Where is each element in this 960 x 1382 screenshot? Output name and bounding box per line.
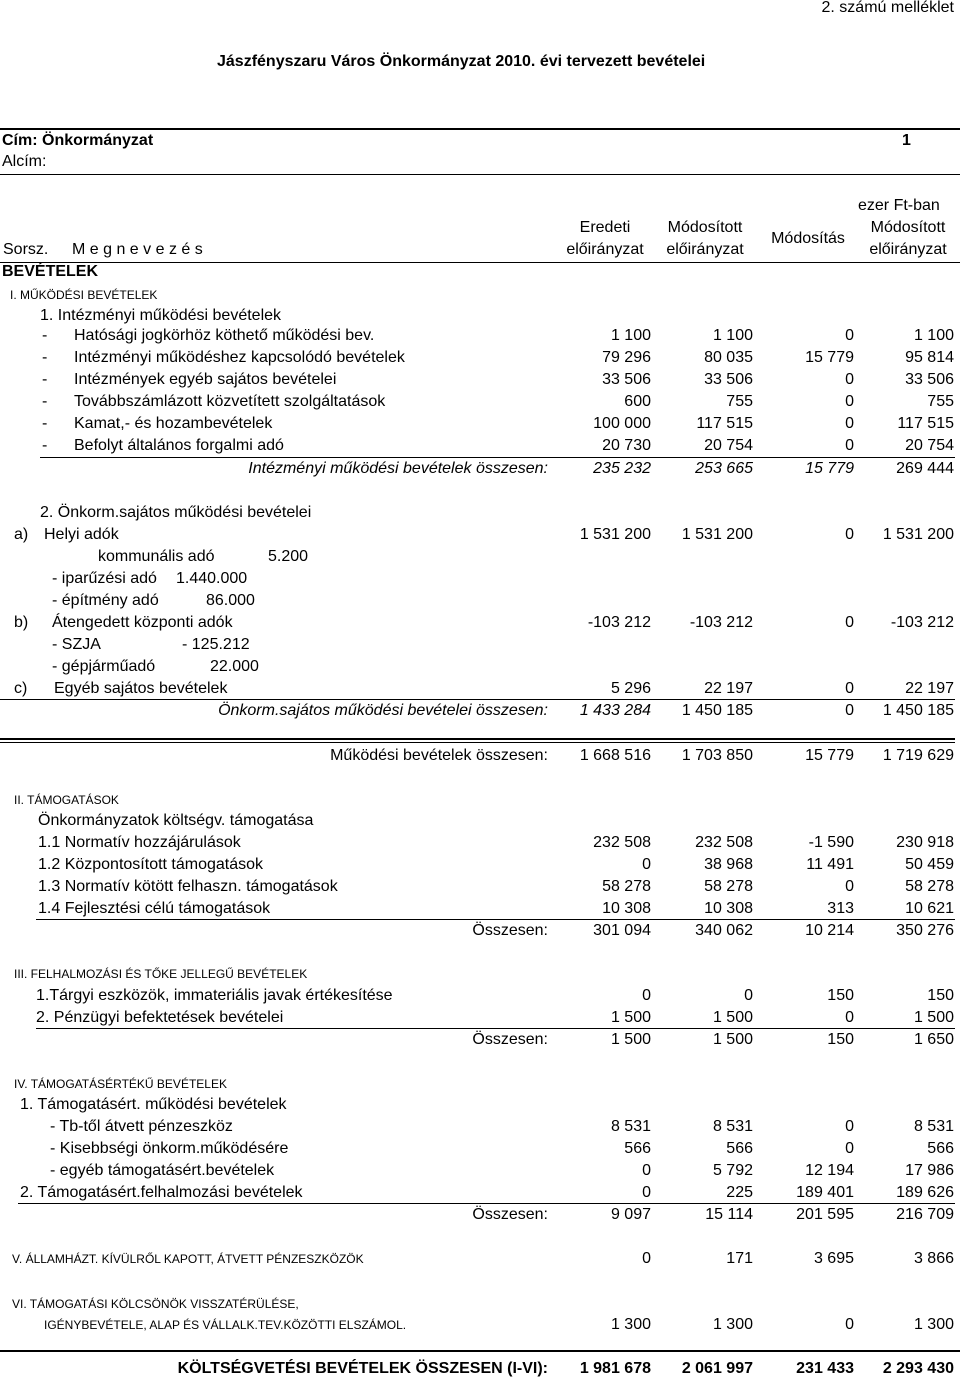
table-row xyxy=(0,854,960,876)
cell-modositott: 1 300 xyxy=(712,1316,753,1333)
cell-mod2: 3 866 xyxy=(913,1250,954,1267)
subtotal-row xyxy=(0,458,960,480)
table-row xyxy=(0,1116,960,1138)
section-2: II. TÁMOGATÁSOK xyxy=(14,793,119,807)
col-sorsz: Sorsz. xyxy=(3,241,49,258)
cell-modositas: 0 xyxy=(845,878,854,895)
section-1-2: 2. Önkorm.sajátos működési bevételei xyxy=(40,504,312,521)
row-dash: - xyxy=(42,371,48,388)
detail-row xyxy=(0,546,960,568)
row-label: V. ÁLLAMHÁZT. KÍVÜLRŐL KAPOTT, ÁTVETT PÉNZESZKÖZÖK xyxy=(12,1252,364,1266)
row-label: Befolyt általános forgalmi adó xyxy=(74,437,284,454)
row-label: - építmény adó xyxy=(52,592,159,609)
cell-modositott: 1 703 850 xyxy=(681,747,753,764)
cell-mod2: 50 459 xyxy=(905,856,954,873)
cell-modositott: 33 506 xyxy=(704,371,753,388)
row-value: - 125.212 xyxy=(182,636,250,653)
cell-eredeti: 1 500 xyxy=(610,1009,651,1026)
cell-modositott: 253 665 xyxy=(695,460,753,477)
table-row xyxy=(0,612,960,634)
cell-eredeti: 0 xyxy=(642,1162,651,1179)
table-row xyxy=(0,985,960,1007)
cell-modositott: 1 500 xyxy=(712,1031,753,1048)
row-letter: c) xyxy=(14,680,28,697)
cell-modositas: 15 779 xyxy=(805,460,854,477)
col-megnevezes: M e g n e v e z é s xyxy=(72,241,203,258)
cell-modositas: 15 779 xyxy=(805,747,854,764)
cell-mod2: 33 506 xyxy=(905,371,954,388)
cell-eredeti: 5 296 xyxy=(610,680,651,697)
cell-modositott: 755 xyxy=(726,393,753,410)
cell-eredeti: -103 212 xyxy=(587,614,651,631)
col-eredeti-1: Eredeti xyxy=(579,219,631,236)
unit-label: ezer Ft-ban xyxy=(858,197,940,214)
row-label: - gépjárműadó xyxy=(52,658,156,675)
detail-row xyxy=(0,568,960,590)
table-row xyxy=(0,347,960,369)
row-label: Összesen: xyxy=(472,1206,548,1223)
cell-eredeti: 10 308 xyxy=(602,900,651,917)
cell-mod2: -103 212 xyxy=(890,614,954,631)
table-row xyxy=(0,678,960,700)
cell-mod2: 20 754 xyxy=(905,437,954,454)
col-eredeti-2: előirányzat xyxy=(566,241,644,258)
section-2-sub: Önkormányzatok költségv. támogatása xyxy=(38,812,314,829)
row-value: 1.440.000 xyxy=(176,570,248,587)
cell-modositas: 313 xyxy=(827,900,854,917)
cell-modositas: 0 xyxy=(845,1118,854,1135)
table-row xyxy=(0,325,960,347)
cell-mod2: 22 197 xyxy=(905,680,954,697)
cell-modositott: 38 968 xyxy=(704,856,753,873)
row-label: Továbbszámlázott közvetített szolgáltatások xyxy=(74,393,386,410)
section-1: I. MŰKÖDÉSI BEVÉTELEK xyxy=(10,288,158,302)
cell-eredeti: 600 xyxy=(624,393,651,410)
cell-mod2: 230 918 xyxy=(896,834,954,851)
cell-eredeti: 301 094 xyxy=(593,922,651,939)
row-label: Helyi adók xyxy=(44,526,119,543)
table-row xyxy=(0,1314,960,1336)
cell-modositott: 2 061 997 xyxy=(681,1360,753,1377)
cell-modositott: 566 xyxy=(726,1140,753,1157)
cim-label: Cím: Önkormányzat xyxy=(2,132,154,149)
cell-eredeti: 0 xyxy=(642,1250,651,1267)
row-label: Működési bevételek összesen: xyxy=(330,747,548,764)
cell-mod2: 216 709 xyxy=(896,1206,954,1223)
cell-eredeti: 235 232 xyxy=(593,460,651,477)
cell-eredeti: 232 508 xyxy=(593,834,651,851)
cell-modositott: 232 508 xyxy=(695,834,753,851)
row-value: 5.200 xyxy=(268,548,309,565)
cell-eredeti: 1 100 xyxy=(610,327,651,344)
cell-eredeti: 0 xyxy=(642,987,651,1004)
table-row xyxy=(0,524,960,546)
row-label: Intézményi működési bevételek összesen: xyxy=(248,460,548,477)
cell-modositott: 22 197 xyxy=(704,680,753,697)
subtotal-row xyxy=(0,1029,960,1051)
cell-modositott: 1 450 185 xyxy=(681,702,753,719)
cell-mod2: 150 xyxy=(927,987,954,1004)
section-4-1: 1. Támogatásért. működési bevételek xyxy=(20,1096,287,1113)
table-row xyxy=(0,1182,960,1204)
cell-modositas: 0 xyxy=(845,702,854,719)
table-row xyxy=(0,1248,960,1270)
cell-modositott: 340 062 xyxy=(695,922,753,939)
subtotal-row xyxy=(0,700,960,722)
cell-modositas: -1 590 xyxy=(808,834,854,851)
annex-label: 2. számú melléklet xyxy=(821,0,954,16)
cell-modositott: 5 792 xyxy=(712,1162,753,1179)
col-modositott-1: Módosított xyxy=(667,219,743,236)
cell-modositas: 0 xyxy=(845,371,854,388)
cell-modositas: 231 433 xyxy=(796,1360,854,1377)
section-6: VI. TÁMOGATÁSI KÖLCSÖNÖK VISSZATÉRÜLÉSE, xyxy=(12,1297,299,1311)
row-label: Intézmények egyéb sajátos bevételei xyxy=(74,371,337,388)
cell-modositott: 58 278 xyxy=(704,878,753,895)
cell-mod2: 8 531 xyxy=(913,1118,954,1135)
cell-mod2: 1 300 xyxy=(913,1316,954,1333)
cell-eredeti: 79 296 xyxy=(602,349,651,366)
cell-mod2: 1 100 xyxy=(913,327,954,344)
cell-eredeti: 1 668 516 xyxy=(579,747,651,764)
cell-modositas: 189 401 xyxy=(796,1184,854,1201)
row-value: 86.000 xyxy=(206,592,255,609)
cell-modositas: 150 xyxy=(827,987,854,1004)
cell-modositas: 11 491 xyxy=(806,856,854,873)
col-modositott-2: előirányzat xyxy=(666,241,744,258)
page-title: Jászfényszaru Város Önkormányzat 2010. évi tervezett bevételei xyxy=(217,53,706,70)
table-row xyxy=(0,369,960,391)
cell-modositott: 0 xyxy=(744,987,753,1004)
cell-mod2: 1 719 629 xyxy=(882,747,954,764)
alcim-label: Alcím: xyxy=(2,153,47,170)
row-label: Intézményi működéshez kapcsolódó bevételek xyxy=(74,349,405,366)
cell-eredeti: 1 531 200 xyxy=(579,526,651,543)
cell-modositott: 1 531 200 xyxy=(681,526,753,543)
row-dash: - xyxy=(42,415,48,432)
row-label: KÖLTSÉGVETÉSI BEVÉTELEK ÖSSZESEN (I-VI): xyxy=(177,1360,548,1377)
row-label: Önkorm.sajátos működési bevételei összesen: xyxy=(218,702,548,719)
cell-modositott: 15 114 xyxy=(705,1206,753,1223)
cell-modositas: 12 194 xyxy=(805,1162,854,1179)
cell-mod2: 350 276 xyxy=(896,922,954,939)
cell-mod2: 95 814 xyxy=(905,349,954,366)
subtotal-row xyxy=(0,1204,960,1226)
cell-eredeti: 0 xyxy=(642,1184,651,1201)
row-label: 1.4 Fejlesztési célú támogatások xyxy=(38,900,271,917)
cell-modositott: 225 xyxy=(726,1184,753,1201)
cell-mod2: 1 450 185 xyxy=(882,702,954,719)
row-label: - egyéb támogatásért.bevételek xyxy=(50,1162,275,1179)
row-label: 1.3 Normatív kötött felhaszn. támogatások xyxy=(38,878,338,895)
table-row xyxy=(0,898,960,920)
cell-modositas: 15 779 xyxy=(805,349,854,366)
row-value: 22.000 xyxy=(210,658,259,675)
row-label: Egyéb sajátos bevételek xyxy=(54,680,228,697)
row-label: kommunális adó xyxy=(98,548,215,565)
cell-modositas: 0 xyxy=(845,327,854,344)
cell-modositas: 150 xyxy=(827,1031,854,1048)
cell-eredeti: 0 xyxy=(642,856,651,873)
row-label: Átengedett központi adók xyxy=(52,614,233,631)
cell-modositott: 1 100 xyxy=(712,327,753,344)
cell-modositott: 10 308 xyxy=(704,900,753,917)
cell-eredeti: 1 981 678 xyxy=(579,1360,651,1377)
row-label: Kamat,- és hozambevételek xyxy=(74,415,273,432)
cell-modositott: 20 754 xyxy=(704,437,753,454)
row-label: - Kisebbségi önkorm.működésére xyxy=(50,1140,289,1157)
cell-modositas: 0 xyxy=(845,614,854,631)
col-mod2-1: Módosított xyxy=(870,219,946,236)
cell-modositas: 201 595 xyxy=(796,1206,854,1223)
cell-mod2: 1 531 200 xyxy=(882,526,954,543)
row-letter: a) xyxy=(14,526,29,543)
cell-modositas: 0 xyxy=(845,1316,854,1333)
cell-modositas: 0 xyxy=(845,680,854,697)
cell-mod2: 2 293 430 xyxy=(882,1360,954,1377)
cell-modositas: 0 xyxy=(845,1009,854,1026)
row-label: 1.Tárgyi eszközök, immateriális javak értékesítése xyxy=(36,987,393,1004)
cell-modositott: -103 212 xyxy=(689,614,753,631)
cell-mod2: 10 621 xyxy=(905,900,954,917)
table-row xyxy=(0,1138,960,1160)
cell-modositott: 171 xyxy=(726,1250,753,1267)
cell-mod2: 189 626 xyxy=(896,1184,954,1201)
detail-row xyxy=(0,590,960,612)
cell-eredeti: 20 730 xyxy=(602,437,651,454)
grand-total-row xyxy=(0,1358,960,1380)
table-row xyxy=(0,413,960,435)
cell-mod2: 566 xyxy=(927,1140,954,1157)
cell-eredeti: 58 278 xyxy=(602,878,651,895)
cell-modositott: 80 035 xyxy=(704,349,753,366)
total-row-mukodesi xyxy=(0,745,960,767)
section-1-1: 1. Intézményi működési bevételek xyxy=(40,307,282,324)
row-label: Összesen: xyxy=(472,922,548,939)
cell-modositott: 1 500 xyxy=(712,1009,753,1026)
cell-eredeti: 8 531 xyxy=(610,1118,651,1135)
table-row xyxy=(0,1160,960,1182)
cell-eredeti: 9 097 xyxy=(610,1206,651,1223)
row-dash: - xyxy=(42,327,48,344)
detail-row xyxy=(0,634,960,656)
cell-eredeti: 1 500 xyxy=(610,1031,651,1048)
row-label: - iparűzési adó xyxy=(52,570,157,587)
cell-modositas: 0 xyxy=(845,415,854,432)
cell-mod2: 117 515 xyxy=(897,415,954,432)
row-label: Hatósági jogkörhöz köthető működési bev. xyxy=(74,327,375,344)
cell-eredeti: 566 xyxy=(624,1140,651,1157)
row-label: 1.1 Normatív hozzájárulások xyxy=(38,834,241,851)
detail-row xyxy=(0,656,960,678)
table-row xyxy=(0,876,960,898)
col-mod2-2: előirányzat xyxy=(869,241,947,258)
row-dash: - xyxy=(42,393,48,410)
table-row xyxy=(0,1007,960,1029)
row-dash: - xyxy=(42,437,48,454)
cell-eredeti: 100 000 xyxy=(593,415,651,432)
table-row xyxy=(0,435,960,457)
row-dash: - xyxy=(42,349,48,366)
cell-eredeti: 33 506 xyxy=(602,371,651,388)
row-label: Összesen: xyxy=(472,1031,548,1048)
cell-modositas: 0 xyxy=(845,393,854,410)
cell-mod2: 1 500 xyxy=(913,1009,954,1026)
section-3: III. FELHALMOZÁSI ÉS TŐKE JELLEGŰ BEVÉTELEK xyxy=(14,967,308,981)
cell-modositas: 3 695 xyxy=(813,1250,854,1267)
cell-mod2: 58 278 xyxy=(905,878,954,895)
table-row xyxy=(0,391,960,413)
col-modositas: Módosítás xyxy=(771,230,845,247)
section-bevetelek: BEVÉTELEK xyxy=(2,263,99,280)
row-label: - SZJA xyxy=(52,636,101,653)
cim-number: 1 xyxy=(902,132,911,149)
cell-mod2: 755 xyxy=(927,393,954,410)
cell-modositas: 0 xyxy=(845,1140,854,1157)
row-label: IGÉNYBEVÉTELE, ALAP ÉS VÁLLALK.TEV.KÖZÖTTI ELSZÁMOL. xyxy=(44,1318,407,1332)
cell-mod2: 269 444 xyxy=(896,460,954,477)
cell-modositas: 0 xyxy=(845,437,854,454)
subtotal-row xyxy=(0,920,960,942)
cell-eredeti: 1 300 xyxy=(610,1316,651,1333)
row-label: 2. Támogatásért.felhalmozási bevételek xyxy=(20,1184,303,1201)
cell-modositas: 0 xyxy=(845,526,854,543)
cell-mod2: 17 986 xyxy=(905,1162,954,1179)
row-label: 2. Pénzügyi befektetések bevételei xyxy=(36,1009,284,1026)
cell-modositott: 117 515 xyxy=(696,415,753,432)
row-letter: b) xyxy=(14,614,29,631)
table-row xyxy=(0,832,960,854)
row-label: 1.2 Központosított támogatások xyxy=(38,856,264,873)
section-4: IV. TÁMOGATÁSÉRTÉKŰ BEVÉTELEK xyxy=(14,1077,227,1091)
cell-modositott: 8 531 xyxy=(712,1118,753,1135)
cell-mod2: 1 650 xyxy=(913,1031,954,1048)
cell-modositas: 10 214 xyxy=(805,922,854,939)
row-label: - Tb-től átvett pénzeszköz xyxy=(50,1118,233,1135)
cell-eredeti: 1 433 284 xyxy=(579,702,651,719)
